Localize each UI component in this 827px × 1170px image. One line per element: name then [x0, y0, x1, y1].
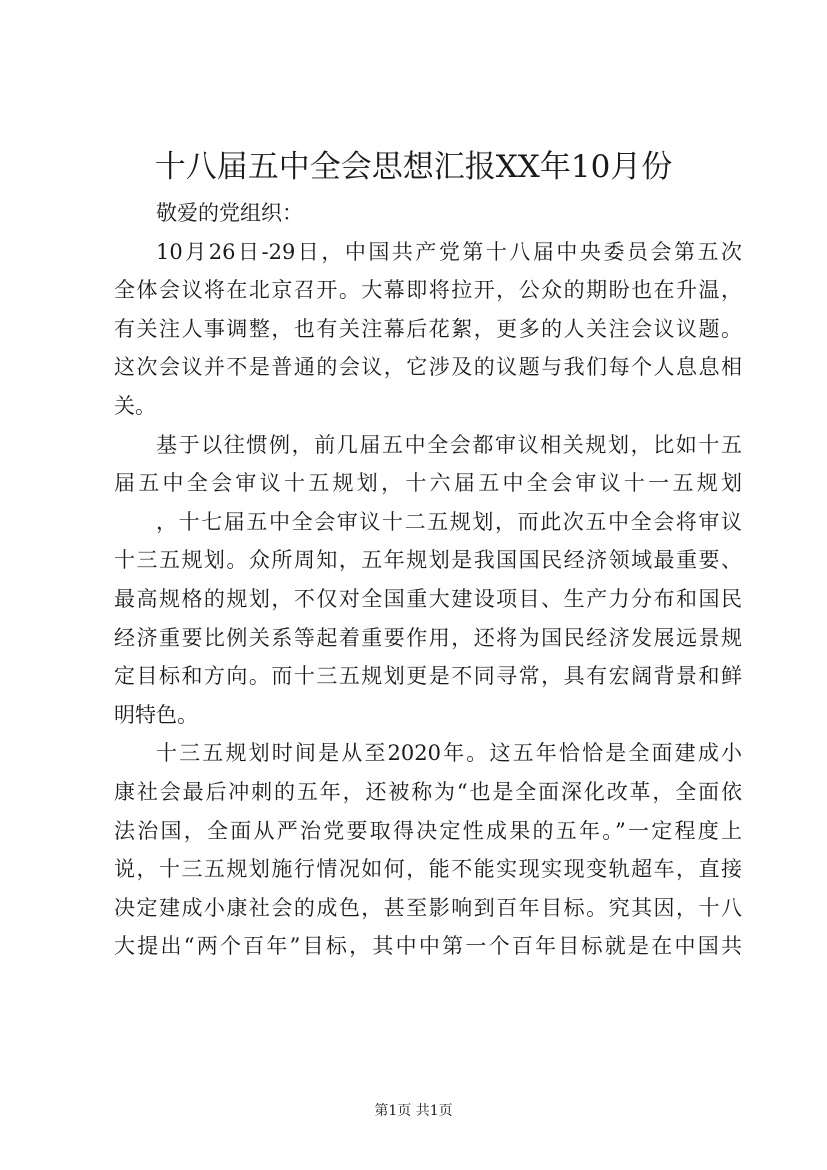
document-title: 十八届五中全会思想汇报XX年10月份: [154, 149, 673, 185]
paragraph-line: 10月26日-29日，中国共产党第十八届中央委员会第五次: [156, 239, 742, 264]
document-body: [114, 194, 742, 966]
paragraph-line: 说，十三五规划施行情况如何，能不能实现实现变轨超车，直接: [114, 857, 742, 882]
paragraph-line: 全体会议将在北京召开。大幕即将拉开，公众的期盼也在升温，: [114, 278, 742, 303]
paragraph-line: 有关注人事调整，也有关注幕后花絮，更多的人关注会议议题。: [114, 316, 742, 341]
paragraph-line: 基于以往惯例，前几届五中全会都审议相关规划，比如十五: [156, 432, 742, 457]
paragraph-line: 决定建成小康社会的成色，甚至影响到百年目标。究其因，十八: [114, 895, 742, 920]
paragraph-line: 经济重要比例关系等起着重要作用，还将为国民经济发展远景规: [114, 625, 742, 650]
salutation: 敬爱的党组织：: [156, 201, 303, 225]
paragraph-line: 明特色。: [114, 702, 198, 727]
paragraph-line: 十三五规划。众所周知，五年规划是我国国民经济领域最重要、: [114, 548, 742, 573]
page-footer: 第1页 共1页: [374, 1103, 453, 1119]
paragraph-line: 关。: [114, 393, 156, 418]
paragraph-line: 这次会议并不是普通的会议，它涉及的议题与我们每个人息息相: [114, 355, 742, 380]
paragraph-line: 大提出“两个百年”目标，其中中第一个百年目标就是在中国共: [114, 934, 742, 959]
paragraph-line: 十三五规划时间是从至2020年。这五年恰恰是全面建成小: [156, 741, 742, 766]
paragraph-line: 最高规格的规划，不仅对全国重大建设项目、生产力分布和国民: [114, 586, 742, 611]
paragraph-line: 康社会最后冲刺的五年，还被称为“也是全面深化改革，全面依: [114, 779, 742, 804]
paragraph-line: 法治国，全面从严治党要取得决定性成果的五年。”一定程度上: [114, 818, 742, 843]
paragraph-line: ，十七届五中全会审议十二五规划，而此次五中全会将审议: [156, 509, 742, 534]
paragraph-line: 定目标和方向。而十三五规划更是不同寻常，具有宏阔背景和鲜: [114, 664, 742, 689]
paragraph-line: 届五中全会审议十五规划，十六届五中全会审议十一五规划: [114, 471, 742, 496]
